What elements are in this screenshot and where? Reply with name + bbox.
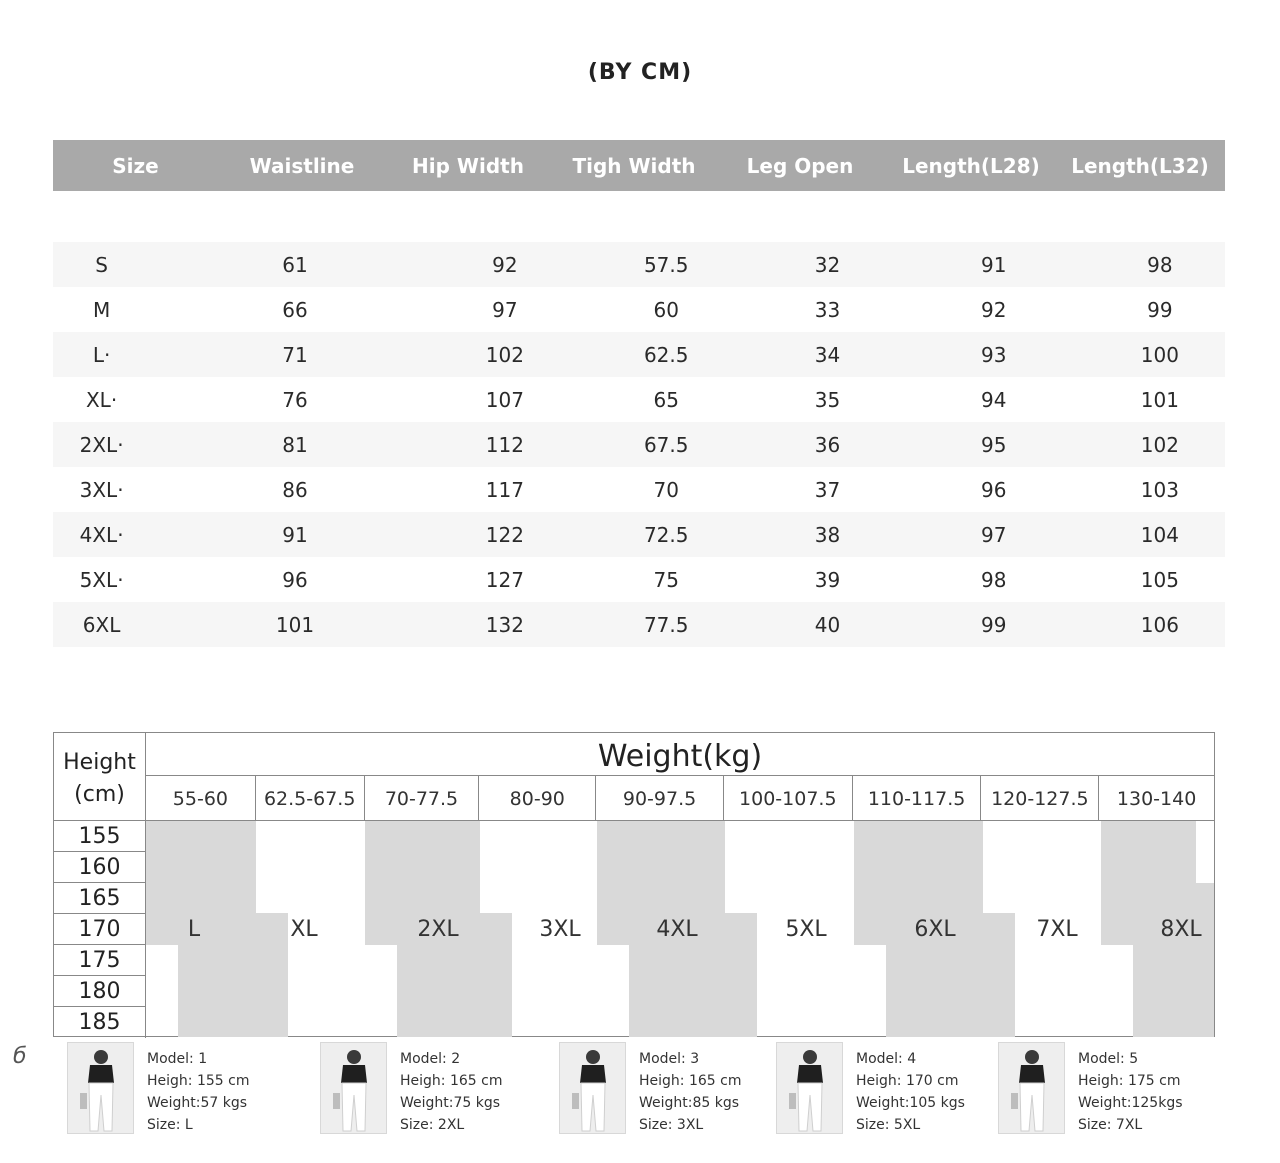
model-weight: Weight:75 kgs [400, 1095, 501, 1111]
model-weight: Weight:125kgs [1078, 1095, 1183, 1111]
model-photo [559, 1042, 626, 1134]
size-label: 8XL [1160, 917, 1202, 942]
model-height: Heigh: 155 cm [147, 1073, 250, 1089]
header-waistline: Waistline [249, 153, 355, 178]
size-label: 5XL [785, 917, 827, 942]
table-cell: 37 [814, 477, 841, 502]
table-row [53, 287, 1225, 332]
table-cell: 60 [653, 297, 679, 322]
height-cell: 170 [54, 914, 146, 945]
model-weight: Weight:57 kgs [147, 1095, 248, 1111]
table-row [53, 602, 1225, 647]
height-header [54, 733, 146, 821]
table-cell: 35 [814, 387, 841, 412]
height-cell: 160 [54, 852, 146, 883]
model-weight: Weight:85 kgs [639, 1095, 740, 1111]
table-cell: 34 [814, 342, 841, 367]
header-hip-width: Hip Width [412, 153, 524, 178]
table-cell: 101 [1140, 387, 1179, 412]
table-cell: 104 [1140, 522, 1179, 547]
table-cell: 38 [814, 522, 841, 547]
table-cell: 117 [485, 477, 524, 502]
header-size: Size [112, 153, 159, 178]
table-cell: 57.5 [643, 252, 689, 277]
table-cell: 92 [492, 252, 518, 277]
weight-range-cell: 130-140 [1116, 788, 1197, 810]
table-cell: 99 [1147, 297, 1173, 322]
height-cell: 180 [54, 976, 146, 1007]
corner-glyph: б [13, 1044, 27, 1069]
model-size: Size: 5XL [856, 1117, 921, 1133]
header-length-l32: Length(L32) [1071, 153, 1209, 178]
height-unit-label: (cm) [74, 782, 125, 807]
size-label: XL [290, 917, 318, 942]
table-cell: 103 [1140, 477, 1179, 502]
weight-range-cell: 55-60 [146, 776, 256, 820]
table-cell: 81 [282, 432, 308, 457]
table-row [53, 512, 1225, 557]
table-cell: 95 [980, 432, 1007, 457]
size-label: 2XL [417, 917, 459, 942]
size-grid [146, 821, 1214, 1036]
table-row [53, 377, 1225, 422]
model-weight: Weight:105 kgs [856, 1095, 965, 1111]
table-cell: 75 [653, 567, 679, 592]
height-cell: 165 [54, 883, 146, 914]
weight-height-chart [53, 732, 1215, 1037]
model-number: Model: 2 [400, 1051, 461, 1067]
size-block-edge [1196, 821, 1214, 883]
table-cell: L· [92, 342, 111, 367]
size-chart-body [53, 242, 1225, 647]
table-cell: XL· [85, 387, 118, 412]
weight-range-cell: 100-107.5 [724, 776, 853, 820]
header-leg-open: Leg Open [746, 153, 854, 178]
table-cell: 71 [282, 342, 308, 367]
size-label: 3XL [539, 917, 581, 942]
model-height: Heigh: 170 cm [856, 1073, 959, 1089]
weight-ranges-row [146, 776, 1214, 821]
table-cell: 105 [1140, 567, 1179, 592]
table-cell: 100 [1140, 342, 1179, 367]
weight-range-cell: 70-77.5 [365, 776, 480, 820]
table-cell: 99 [980, 612, 1007, 637]
table-cell: 97 [492, 297, 518, 322]
table-cell: 40 [814, 612, 841, 637]
size-label: 4XL [656, 917, 698, 942]
table-row [53, 557, 1225, 602]
table-row [53, 422, 1225, 467]
table-cell: 132 [485, 612, 524, 637]
table-cell: 66 [282, 297, 308, 322]
size-label: 6XL [914, 917, 956, 942]
height-cell: 175 [54, 945, 146, 976]
table-cell: S [95, 252, 108, 277]
table-cell: 86 [282, 477, 308, 502]
table-cell: 106 [1140, 612, 1179, 637]
table-cell: 39 [814, 567, 841, 592]
table-cell: 32 [814, 252, 841, 277]
table-cell: M [92, 297, 111, 322]
height-cell: 185 [54, 1007, 146, 1038]
table-cell: 91 [980, 252, 1007, 277]
table-cell: 127 [485, 567, 524, 592]
size-label: 7XL [1036, 917, 1078, 942]
size-label: L [187, 917, 201, 942]
table-cell: 62.5 [643, 342, 689, 367]
model-height: Heigh: 175 cm [1078, 1073, 1181, 1089]
height-cell: 155 [54, 821, 146, 852]
table-cell: 92 [980, 297, 1007, 322]
model-size: Size: L [147, 1117, 193, 1133]
table-cell: 93 [980, 342, 1007, 367]
table-cell: 70 [653, 477, 679, 502]
table-cell: 36 [814, 432, 841, 457]
model-photo [998, 1042, 1065, 1134]
table-cell: 96 [980, 477, 1007, 502]
table-cell: 65 [653, 387, 679, 412]
table-cell: 3XL· [79, 477, 124, 502]
table-row [53, 332, 1225, 377]
size-chart-header [53, 140, 1225, 191]
model-photo [320, 1042, 387, 1134]
table-cell: 102 [1140, 432, 1179, 457]
table-cell: 122 [485, 522, 524, 547]
table-cell: 107 [485, 387, 524, 412]
model-height: Heigh: 165 cm [639, 1073, 742, 1089]
table-cell: 67.5 [643, 432, 689, 457]
model-size: Size: 7XL [1078, 1117, 1143, 1133]
table-cell: 33 [814, 297, 841, 322]
model-number: Model: 1 [147, 1051, 208, 1067]
table-row [53, 467, 1225, 512]
weight-range-cell: 90-97.5 [596, 776, 724, 820]
table-cell: 4XL· [79, 522, 124, 547]
table-cell: 97 [980, 522, 1007, 547]
table-cell: 2XL· [79, 432, 124, 457]
table-cell: 94 [980, 387, 1007, 412]
table-cell: 5XL· [79, 567, 124, 592]
weight-range-cell: 62.5-67.5 [256, 776, 365, 820]
model-number: Model: 3 [639, 1051, 700, 1067]
weight-range-cell: 80-90 [479, 776, 596, 820]
model-photo [67, 1042, 134, 1134]
table-cell: 96 [282, 567, 308, 592]
table-cell: 98 [1147, 252, 1173, 277]
height-list [54, 821, 146, 1038]
model-size: Size: 2XL [400, 1117, 465, 1133]
height-label: Height [63, 750, 136, 775]
table-cell: 91 [282, 522, 308, 547]
header-tigh-width: Tigh Width [572, 153, 696, 178]
table-cell: 112 [485, 432, 524, 457]
model-number: Model: 4 [856, 1051, 917, 1067]
model-size: Size: 3XL [639, 1117, 704, 1133]
table-row [53, 242, 1225, 287]
table-cell: 76 [282, 387, 308, 412]
table-cell: 6XL [82, 612, 121, 637]
table-cell: 98 [980, 567, 1007, 592]
table-cell: 102 [485, 342, 524, 367]
table-cell: 61 [282, 252, 308, 277]
weight-range-cell: 120-127.5 [981, 776, 1099, 820]
model-height: Heigh: 165 cm [400, 1073, 503, 1089]
header-length-l28: Length(L28) [902, 153, 1040, 178]
page-title: (BY CM) [587, 60, 693, 85]
model-photo [776, 1042, 843, 1134]
weight-title: Weight(kg) [146, 733, 1214, 776]
model-number: Model: 5 [1078, 1051, 1139, 1067]
table-cell: 72.5 [643, 522, 689, 547]
weight-range-cell: 110-117.5 [853, 776, 982, 820]
table-cell: 101 [275, 612, 315, 637]
table-cell: 77.5 [643, 612, 689, 637]
